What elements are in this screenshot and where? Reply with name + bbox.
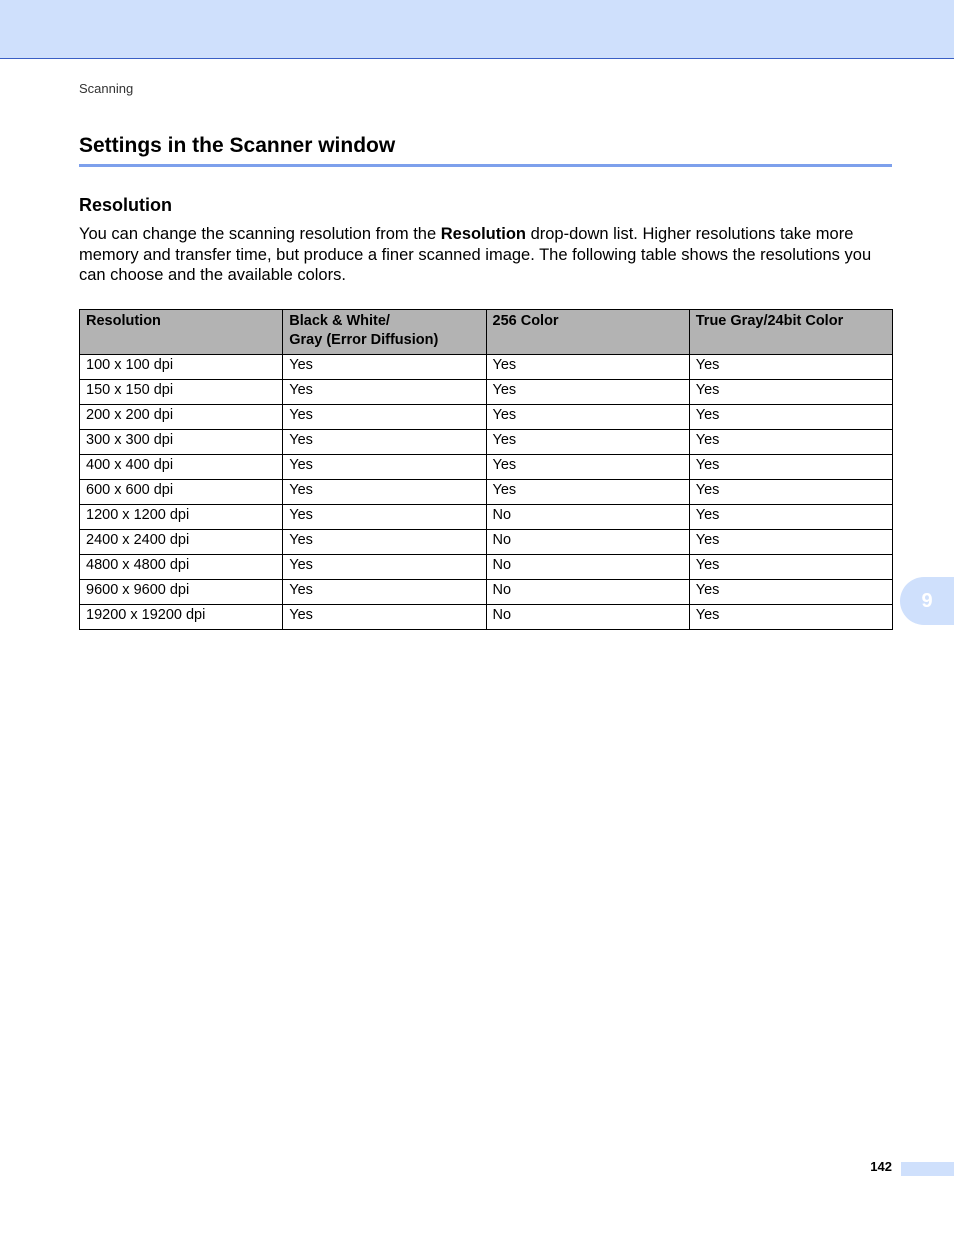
table-row xyxy=(80,580,893,605)
table-cell-resolution: 1200 x 1200 dpi xyxy=(80,505,283,530)
table-row xyxy=(80,430,893,455)
table-cell-256-color: Yes xyxy=(486,480,689,505)
table-cell-resolution: 150 x 150 dpi xyxy=(80,380,283,405)
table-row xyxy=(80,530,893,555)
table-cell-resolution: 600 x 600 dpi xyxy=(80,480,283,505)
chapter-tab xyxy=(900,577,954,625)
section-heading: Resolution xyxy=(79,195,172,215)
table-row xyxy=(80,355,893,380)
table-cell-256-color: No xyxy=(486,580,689,605)
table-row xyxy=(80,505,893,530)
table-header-row xyxy=(80,310,893,355)
header-cell-bw-gray-text: Black & White/ Gray (Error Diffusion) xyxy=(289,313,439,348)
table-cell-256-color: Yes xyxy=(486,430,689,455)
header-cell-resolution: Resolution xyxy=(80,310,283,355)
intro-paragraph xyxy=(79,224,894,286)
table-cell-256-color: No xyxy=(486,530,689,555)
page-number: 142 xyxy=(870,1159,892,1174)
header-cell-256-color: 256 Color xyxy=(486,310,689,355)
intro-text-end: drop-down list. Higher resolutions take more memory and transfer time, but produce a finer scanned image. The following table shows the resolutions you can choose and the available colors. xyxy=(79,225,872,284)
table-cell-true-gray: Yes xyxy=(689,405,892,430)
table-cell-bw-gray: Yes xyxy=(283,505,486,530)
breadcrumb: Scanning xyxy=(79,81,134,96)
table-cell-256-color: Yes xyxy=(486,355,689,380)
intro-text-start: You can change the scanning resolution from the xyxy=(79,225,441,243)
table-cell-resolution: 4800 x 4800 dpi xyxy=(80,555,283,580)
table-cell-true-gray: Yes xyxy=(689,505,892,530)
table-cell-bw-gray: Yes xyxy=(283,455,486,480)
table-cell-true-gray: Yes xyxy=(689,380,892,405)
table-cell-bw-gray: Yes xyxy=(283,530,486,555)
table-row xyxy=(80,380,893,405)
table-cell-bw-gray: Yes xyxy=(283,380,486,405)
table-cell-true-gray: Yes xyxy=(689,605,892,630)
header-cell-bw-gray xyxy=(283,310,486,355)
chapter-number: 9 xyxy=(921,589,933,612)
table-cell-bw-gray: Yes xyxy=(283,480,486,505)
table-cell-true-gray: Yes xyxy=(689,480,892,505)
table-cell-resolution: 300 x 300 dpi xyxy=(80,430,283,455)
table-row xyxy=(80,555,893,580)
table-cell-bw-gray: Yes xyxy=(283,555,486,580)
page-header-band xyxy=(0,0,954,59)
table-cell-256-color: No xyxy=(486,605,689,630)
table-cell-resolution: 9600 x 9600 dpi xyxy=(80,580,283,605)
table-row xyxy=(80,480,893,505)
table-cell-true-gray: Yes xyxy=(689,530,892,555)
table-cell-resolution: 2400 x 2400 dpi xyxy=(80,530,283,555)
intro-bold-term: Resolution xyxy=(440,225,526,243)
table-cell-true-gray: Yes xyxy=(689,580,892,605)
table-cell-true-gray: Yes xyxy=(689,355,892,380)
table-cell-resolution: 400 x 400 dpi xyxy=(80,455,283,480)
table-cell-resolution: 200 x 200 dpi xyxy=(80,405,283,430)
table-row xyxy=(80,405,893,430)
table-cell-bw-gray: Yes xyxy=(283,430,486,455)
table-cell-256-color: Yes xyxy=(486,455,689,480)
table-cell-bw-gray: Yes xyxy=(283,580,486,605)
resolution-table xyxy=(79,309,893,630)
table-body xyxy=(80,355,893,630)
page-title: Settings in the Scanner window xyxy=(79,134,892,167)
table-cell-bw-gray: Yes xyxy=(283,355,486,380)
table-cell-bw-gray: Yes xyxy=(283,405,486,430)
table-cell-bw-gray: Yes xyxy=(283,605,486,630)
page-number-bar xyxy=(901,1162,954,1176)
table-cell-resolution: 19200 x 19200 dpi xyxy=(80,605,283,630)
table-row xyxy=(80,605,893,630)
table-cell-256-color: No xyxy=(486,555,689,580)
table-cell-256-color: Yes xyxy=(486,380,689,405)
table-cell-256-color: Yes xyxy=(486,405,689,430)
table-cell-256-color: No xyxy=(486,505,689,530)
table-cell-true-gray: Yes xyxy=(689,430,892,455)
table-cell-true-gray: Yes xyxy=(689,455,892,480)
table-row xyxy=(80,455,893,480)
table-cell-resolution: 100 x 100 dpi xyxy=(80,355,283,380)
header-cell-true-gray: True Gray/24bit Color xyxy=(689,310,892,355)
table-cell-true-gray: Yes xyxy=(689,555,892,580)
